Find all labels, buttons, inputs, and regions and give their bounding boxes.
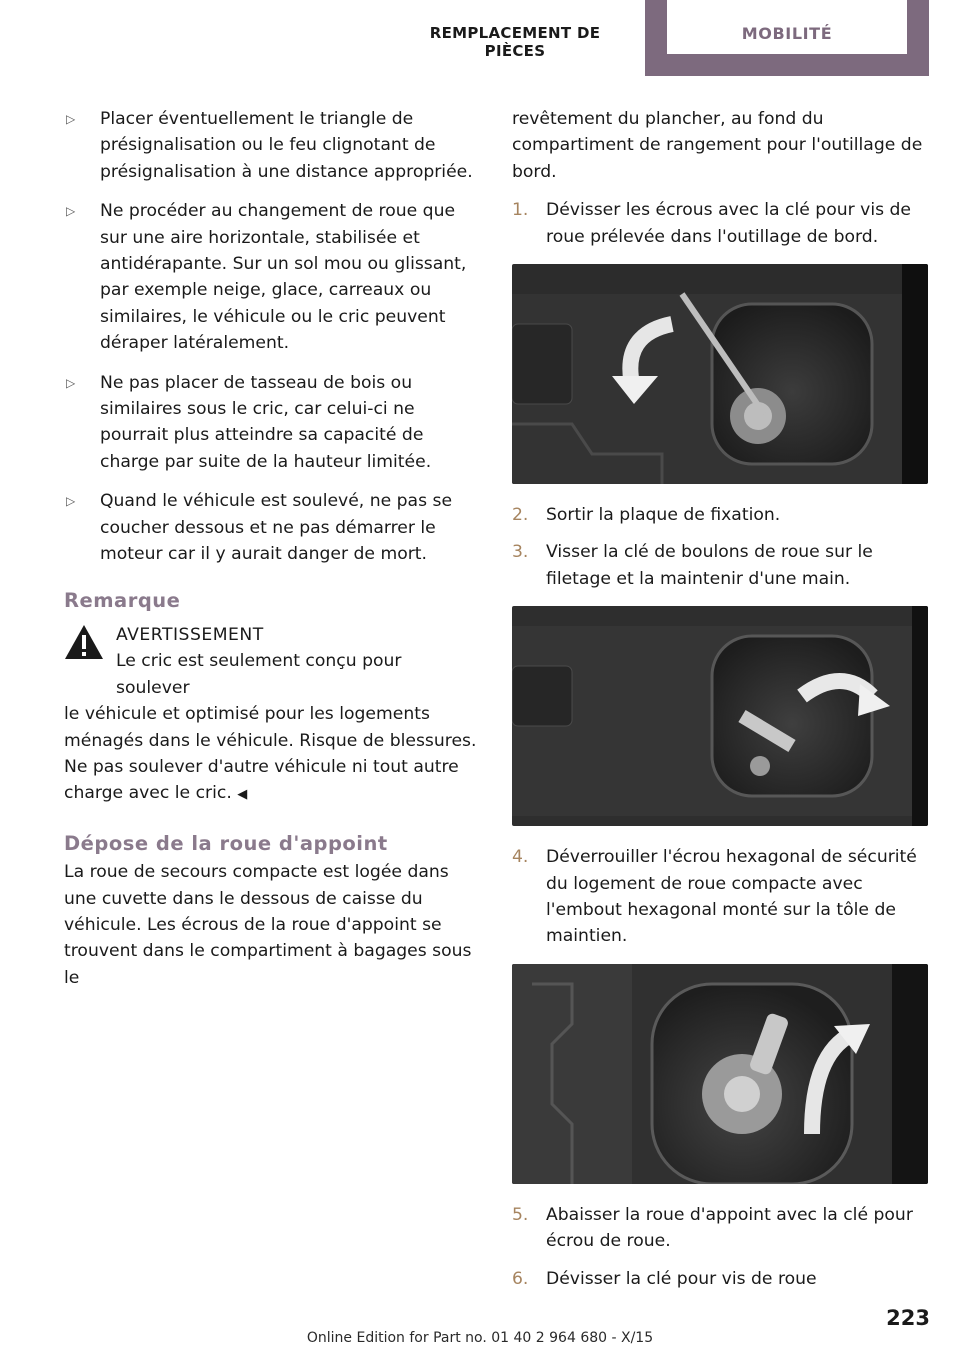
triangle-bullet-icon: ▷ <box>66 494 76 509</box>
bullet-item <box>64 370 480 476</box>
step-text: Visser la clé de boulons de roue sur le filetage et la maintenir d'une main. <box>546 542 873 589</box>
triangle-bullet-icon: ▷ <box>66 375 76 390</box>
warning-block <box>64 622 480 809</box>
figure-hex-nut <box>512 964 928 1184</box>
bullet-text: Placer éventuellement le triangle de présignalisation ou le feu clignotant de présignalisation à une distance appropriée. <box>100 109 473 182</box>
warning-first-line: Le cric est seulement conçu pour soulever <box>116 651 402 698</box>
triangle-bullet-icon: ▷ <box>66 112 76 126</box>
step-number: 1. <box>512 200 529 221</box>
chapter-tab-label: MOBILITÉ <box>741 24 833 43</box>
step-text: Déverrouiller l'écrou hexagonal de sécurité du logement de roue compacte avec l'embout hexagonal monté sur la tôle de maintien. <box>546 847 917 947</box>
illustration-hex-nut <box>512 964 928 1184</box>
figure-wrench-thread <box>512 606 928 826</box>
step-item <box>512 1202 928 1255</box>
step-number: 3. <box>512 542 529 563</box>
bullet-text: Quand le véhicule est soulevé, ne pas se coucher dessous et ne pas démarrer le moteur car il y aurait danger de mort. <box>100 491 453 565</box>
section-text: La roue de secours compacte est logée dans une cuvette dans le dessous de caisse du véhicule. Les écrous de la roue d'appoint se trouvent dans le compartiment à bagages sous le <box>64 862 472 988</box>
step-item <box>512 1266 928 1292</box>
remark-heading: Remarque <box>64 588 181 612</box>
step-text: Sortir la plaque de fixation. <box>546 505 781 526</box>
step-number: 5. <box>512 1204 529 1225</box>
step-item <box>512 539 928 592</box>
step-number: 2. <box>512 505 529 526</box>
section-heading: Dépose de la roue d'appoint <box>64 831 388 855</box>
running-header-section: REMPLACEMENT DE PIÈCES <box>429 24 601 60</box>
edition-footer: Online Edition for Part no. 01 40 2 964 680 - X/15 <box>306 1330 654 1346</box>
bullet-text: Ne pas placer de tasseau de bois ou similaires sous le cric, car celui-ci ne pourrait plus atteindre sa capacité de charge par suite de la hauteur limitée. <box>100 372 432 472</box>
step-text: Abaisser la roue d'appoint avec la clé pour écrou de roue. <box>546 1204 913 1252</box>
illustration-wrench-thread <box>512 606 928 826</box>
chapter-tab-inner <box>667 0 907 54</box>
step-text: Dévisser les écrous avec la clé pour vis de roue prélevée dans l'outillage de bord. <box>546 200 911 247</box>
bullet-item <box>64 106 480 185</box>
step-item <box>512 502 928 528</box>
bullet-text: Ne procéder au changement de roue que sur une aire horizontale, stabilisée et antidérapante. Sur un sol mou ou glissant, par exemple neige, glace, carreaux ou similaires, le véhicule ou le cric peuvent déraper latéralement. <box>100 201 467 354</box>
triangle-bullet-icon: ▷ <box>66 204 76 219</box>
warning-title: AVERTISSEMENT <box>116 624 264 645</box>
step-number: 6. <box>512 1268 529 1289</box>
step-number: 4. <box>512 847 529 868</box>
step-item <box>512 197 928 250</box>
step-item <box>512 844 928 950</box>
bullet-item <box>64 198 480 356</box>
right-column <box>512 106 928 1303</box>
continuation-text: revêtement du plancher, au fond du compartiment de rangement pour l'outillage de bord. <box>512 109 923 182</box>
bullet-item <box>64 488 480 567</box>
end-mark: ◀ <box>237 787 248 803</box>
warning-rest: le véhicule et optimisé pour les logements ménagés dans le véhicule. Risque de blessures. Ne pas soulever d'autre véhicule ni tout autre charge avec le cric. <box>64 704 477 804</box>
figure-wrench-on-nut <box>512 264 928 484</box>
step-text: Dévisser la clé pour vis de roue <box>546 1268 817 1289</box>
warning-body <box>64 701 480 809</box>
left-column <box>64 106 480 1001</box>
illustration-wrench-on-nut <box>512 264 928 484</box>
page-number: 223 <box>886 1306 930 1330</box>
warning-triangle-icon <box>64 624 104 660</box>
